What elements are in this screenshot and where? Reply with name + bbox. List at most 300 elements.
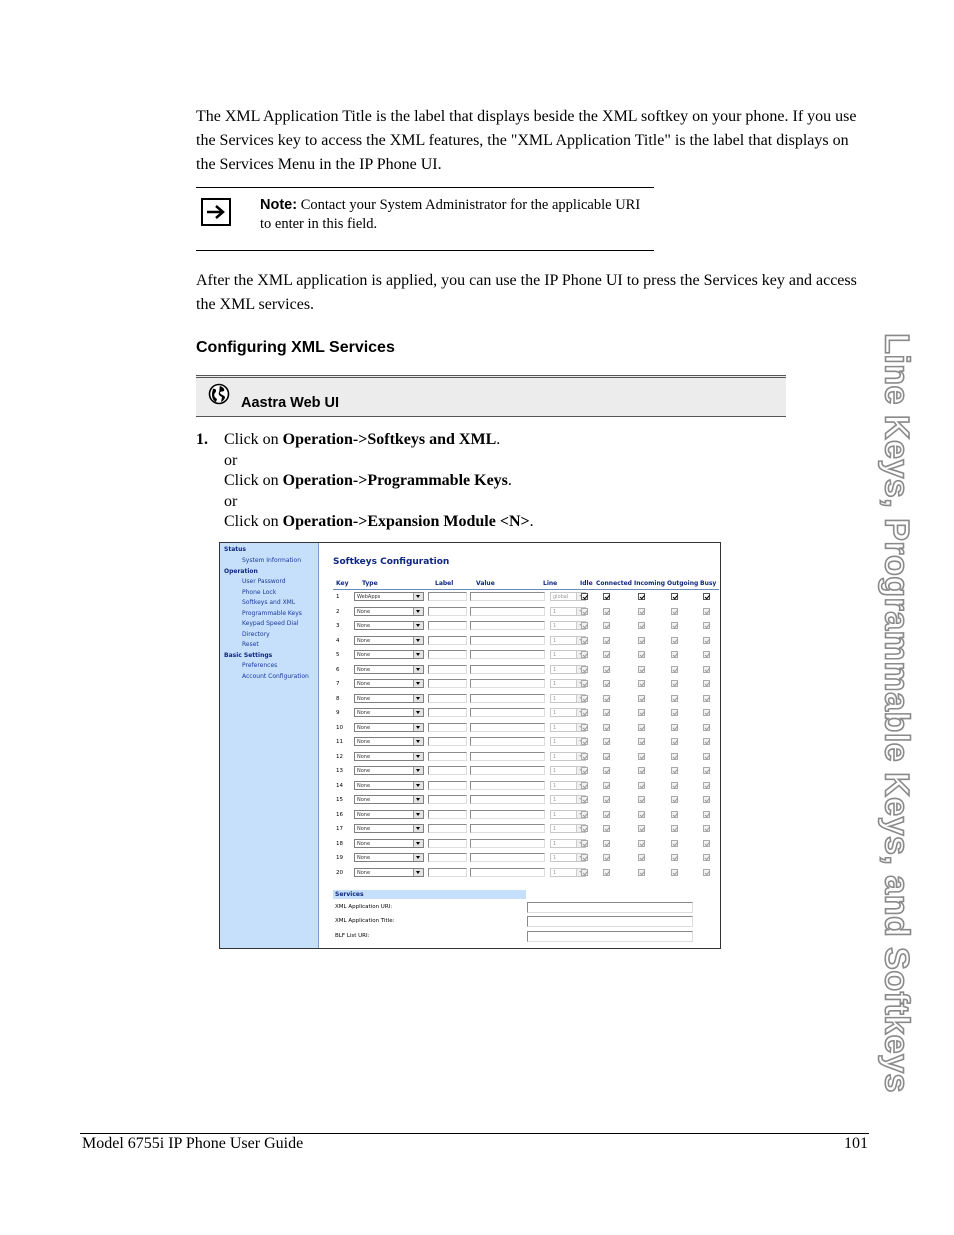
checkbox-busy[interactable]: [703, 622, 710, 629]
checkbox-incoming[interactable]: [638, 811, 645, 818]
softkey-value-input[interactable]: [470, 810, 545, 819]
checkbox-outgoing[interactable]: [671, 637, 678, 644]
softkey-number: 12: [336, 753, 343, 760]
checkbox-incoming[interactable]: [638, 622, 645, 629]
step-or-2: or: [224, 492, 238, 510]
chevron-down-icon[interactable]: [413, 622, 423, 629]
softkey-value-input[interactable]: [470, 824, 545, 833]
softkey-type-value: None: [357, 826, 371, 832]
col-label: Label: [435, 580, 454, 587]
checkbox-incoming[interactable]: [638, 608, 645, 615]
softkey-number: 5: [336, 652, 340, 658]
col-value: Value: [476, 580, 495, 587]
xml-application-title-field[interactable]: [527, 916, 693, 927]
softkey-label-input[interactable]: [428, 694, 467, 703]
softkey-value-input[interactable]: [470, 708, 545, 717]
checkbox-outgoing[interactable]: [671, 869, 678, 876]
blf-list-uri-field[interactable]: [527, 931, 693, 942]
after-paragraph: After the XML application is applied, you can use the IP Phone UI to press the Services key and access the XML services.: [196, 272, 857, 313]
checkbox-incoming[interactable]: [638, 724, 645, 731]
softkey-type-value: None: [357, 695, 371, 702]
softkey-label-input[interactable]: [428, 752, 467, 761]
softkey-row: [333, 649, 719, 661]
softkey-label-input[interactable]: [428, 737, 467, 746]
table-header: [333, 580, 719, 590]
softkey-label-input[interactable]: [428, 679, 467, 688]
softkey-line-value: 1: [553, 811, 557, 818]
softkey-label-input[interactable]: [428, 650, 467, 659]
softkey-value-input[interactable]: [470, 592, 545, 601]
softkey-row: [333, 635, 719, 647]
softkey-row: [333, 867, 719, 879]
softkey-value-input[interactable]: [470, 694, 545, 703]
chevron-down-icon[interactable]: [413, 724, 423, 731]
softkey-row: [333, 751, 719, 763]
checkbox-idle[interactable]: [581, 593, 588, 600]
checkbox-busy[interactable]: [703, 724, 710, 731]
col-key: Key: [336, 580, 349, 587]
checkbox-incoming[interactable]: [638, 869, 645, 876]
softkey-type-value: None: [357, 753, 371, 760]
checkbox-idle[interactable]: [581, 738, 588, 745]
chevron-down-icon[interactable]: [413, 869, 423, 876]
col-line: Line: [543, 580, 558, 587]
softkey-line-value: 1: [553, 623, 557, 629]
softkey-number: 4: [336, 637, 340, 644]
checkbox-idle[interactable]: [581, 637, 588, 644]
chevron-down-icon[interactable]: [413, 593, 423, 600]
checkbox-outgoing[interactable]: [671, 695, 678, 702]
softkey-label-input[interactable]: [428, 592, 467, 601]
checkbox-busy[interactable]: [703, 767, 710, 774]
softkey-type-select[interactable]: [354, 752, 424, 761]
softkey-line-value: 1: [553, 797, 557, 803]
softkey-number: 10: [336, 724, 343, 731]
softkey-label-input[interactable]: [428, 853, 467, 862]
softkey-type-select[interactable]: [354, 592, 424, 601]
arrow-right-icon: [201, 198, 231, 226]
checkbox-busy[interactable]: [703, 709, 710, 716]
chevron-down-icon[interactable]: [413, 782, 423, 789]
checkbox-outgoing[interactable]: [671, 593, 678, 600]
checkbox-outgoing[interactable]: [671, 709, 678, 716]
softkey-line-value: 1: [553, 637, 557, 644]
softkey-type-value: None: [357, 608, 371, 615]
checkbox-connected[interactable]: [603, 738, 610, 745]
softkey-type-select[interactable]: [354, 766, 424, 775]
checkbox-outgoing[interactable]: [671, 666, 678, 673]
checkbox-busy[interactable]: [703, 811, 710, 818]
chevron-down-icon[interactable]: [413, 840, 423, 847]
checkbox-outgoing[interactable]: [671, 622, 678, 629]
chevron-down-icon[interactable]: [413, 825, 423, 832]
chevron-down-icon[interactable]: [413, 695, 423, 702]
softkey-value-input[interactable]: [470, 795, 545, 804]
softkey-type-select[interactable]: [354, 723, 424, 732]
checkbox-incoming[interactable]: [638, 738, 645, 745]
checkbox-outgoing[interactable]: [671, 680, 678, 687]
note: [260, 196, 650, 234]
col-idle: Idle: [580, 580, 593, 587]
softkey-row: [333, 620, 719, 632]
checkbox-idle[interactable]: [581, 782, 588, 789]
softkey-type-select[interactable]: [354, 665, 424, 674]
footer-title: Model 6755i IP Phone User Guide: [82, 1135, 304, 1152]
softkey-value-input[interactable]: [470, 766, 545, 775]
softkey-type-select[interactable]: [354, 708, 424, 717]
chevron-down-icon[interactable]: [413, 651, 423, 658]
softkey-type-value: None: [357, 840, 371, 847]
checkbox-busy[interactable]: [703, 840, 710, 847]
softkey-label-input[interactable]: [428, 621, 467, 630]
softkey-type-select[interactable]: [354, 810, 424, 819]
softkeys-config-title: Softkeys Configuration: [333, 557, 450, 567]
blf-list-uri-label: BLF List URI:: [335, 933, 370, 939]
checkbox-idle[interactable]: [581, 840, 588, 847]
softkey-type-select[interactable]: [354, 737, 424, 746]
softkey-value-input[interactable]: [470, 621, 545, 630]
checkbox-connected[interactable]: [603, 695, 610, 702]
checkbox-busy[interactable]: [703, 854, 710, 861]
checkbox-idle[interactable]: [581, 680, 588, 687]
nav-keypad-speed-dial[interactable]: Keypad Speed Dial: [242, 620, 299, 627]
softkey-type-select[interactable]: [354, 868, 424, 877]
xml-application-uri-field[interactable]: [527, 902, 693, 913]
softkey-value-input[interactable]: [470, 665, 545, 674]
softkey-label-input[interactable]: [428, 708, 467, 717]
step-option-3: Click on Operation->Expansion Module <N>.: [224, 513, 534, 530]
softkey-line-value: 1: [553, 724, 557, 731]
checkbox-busy[interactable]: [703, 782, 710, 789]
checkbox-idle[interactable]: [581, 666, 588, 673]
softkey-type-select[interactable]: [354, 650, 424, 659]
step-option-2: Click on Operation->Programmable Keys.: [224, 472, 512, 489]
softkey-number: 2: [336, 608, 340, 615]
checkbox-incoming[interactable]: [638, 854, 645, 861]
nav-status[interactable]: Status: [224, 546, 246, 553]
softkey-type-select[interactable]: [354, 781, 424, 790]
softkey-row: [333, 852, 719, 864]
xml-application-uri-label: XML Application URI:: [335, 904, 393, 910]
softkey-row: [333, 707, 719, 719]
softkey-type-value: None: [357, 768, 371, 774]
softkey-type-select[interactable]: [354, 839, 424, 848]
chevron-down-icon[interactable]: [413, 796, 423, 803]
services-header-label: Services: [335, 891, 364, 898]
globe-icon: [208, 383, 230, 405]
xml-application-title-label: XML Application Title:: [335, 918, 395, 924]
checkbox-connected[interactable]: [603, 782, 610, 789]
checkbox-connected[interactable]: [603, 608, 610, 615]
softkey-number: 9: [336, 710, 340, 716]
checkbox-busy[interactable]: [703, 869, 710, 876]
chevron-down-icon[interactable]: [413, 738, 423, 745]
col-incoming: Incoming: [634, 580, 666, 587]
checkbox-connected[interactable]: [603, 724, 610, 731]
col-type: Type: [362, 580, 378, 587]
checkbox-incoming[interactable]: [638, 825, 645, 832]
checkbox-busy[interactable]: [703, 637, 710, 644]
chevron-down-icon[interactable]: [413, 811, 423, 818]
chevron-down-icon[interactable]: [413, 767, 423, 774]
softkey-row: [333, 693, 719, 705]
softkey-type-value: None: [357, 811, 371, 818]
step-option-1: Click on Operation->Softkeys and XML.: [224, 431, 501, 448]
web-ui-main: [319, 543, 720, 948]
checkbox-idle[interactable]: [581, 622, 588, 629]
checkbox-incoming[interactable]: [638, 796, 645, 803]
softkey-number: 18: [336, 840, 343, 847]
checkbox-idle[interactable]: [581, 724, 588, 731]
softkey-type-value: None: [357, 652, 371, 658]
checkbox-connected[interactable]: [603, 869, 610, 876]
note-text: Contact your System Administrator for the applicable URI to enter in this field.: [260, 197, 641, 232]
softkey-label-input[interactable]: [428, 723, 467, 732]
checkbox-outgoing[interactable]: [671, 738, 678, 745]
chevron-down-icon[interactable]: [413, 666, 423, 673]
softkey-row: [333, 765, 719, 777]
softkey-label-input[interactable]: [428, 607, 467, 616]
checkbox-connected[interactable]: [603, 666, 610, 673]
softkey-label-input[interactable]: [428, 781, 467, 790]
checkbox-connected[interactable]: [603, 811, 610, 818]
nav-phone-lock[interactable]: Phone Lock: [242, 589, 277, 596]
checkbox-connected[interactable]: [603, 680, 610, 687]
checkbox-outgoing[interactable]: [671, 753, 678, 760]
softkey-type-select[interactable]: [354, 636, 424, 645]
softkey-type-value: WebApps: [357, 594, 381, 600]
checkbox-outgoing[interactable]: [671, 767, 678, 774]
checkbox-idle[interactable]: [581, 651, 588, 658]
checkbox-incoming[interactable]: [638, 782, 645, 789]
checkbox-outgoing[interactable]: [671, 796, 678, 803]
softkey-value-input[interactable]: [470, 737, 545, 746]
softkey-value-input[interactable]: [470, 723, 545, 732]
checkbox-idle[interactable]: [581, 753, 588, 760]
softkey-label-input[interactable]: [428, 824, 467, 833]
nav-operation[interactable]: Operation: [224, 568, 258, 575]
softkey-type-value: None: [357, 623, 371, 629]
col-busy: Busy: [700, 580, 717, 587]
checkbox-outgoing[interactable]: [671, 608, 678, 615]
softkey-number: 17: [336, 826, 343, 832]
checkbox-incoming[interactable]: [638, 680, 645, 687]
softkey-row: [333, 606, 719, 618]
softkey-number: 11: [336, 739, 343, 745]
step-number: 1.: [196, 431, 208, 448]
softkey-type-value: None: [357, 782, 371, 789]
softkey-line-value: 1: [553, 869, 557, 876]
checkbox-busy[interactable]: [703, 593, 710, 600]
nav-preferences[interactable]: Preferences: [242, 662, 278, 669]
nav-reset[interactable]: Reset: [242, 641, 259, 648]
checkbox-connected[interactable]: [603, 709, 610, 716]
checkbox-incoming[interactable]: [638, 637, 645, 644]
page-number: 101: [844, 1135, 868, 1152]
softkey-type-value: None: [357, 869, 371, 876]
checkbox-connected[interactable]: [603, 637, 610, 644]
checkbox-connected[interactable]: [603, 593, 610, 600]
softkey-type-value: None: [357, 739, 371, 745]
softkey-line-value: 1: [553, 652, 557, 658]
softkey-value-input[interactable]: [470, 636, 545, 645]
softkey-type-select[interactable]: [354, 679, 424, 688]
softkey-value-input[interactable]: [470, 650, 545, 659]
softkey-row: [333, 823, 719, 835]
checkbox-outgoing[interactable]: [671, 854, 678, 861]
softkey-line-value: 1: [553, 782, 557, 789]
checkbox-incoming[interactable]: [638, 593, 645, 600]
softkey-row: [333, 809, 719, 821]
web-ui-label: Aastra Web UI: [241, 395, 340, 411]
softkey-row: [333, 780, 719, 792]
chevron-down-icon[interactable]: [413, 637, 423, 644]
softkey-type-select[interactable]: [354, 694, 424, 703]
softkey-line-value: 1: [553, 739, 557, 745]
checkbox-idle[interactable]: [581, 825, 588, 832]
nav-directory[interactable]: Directory: [242, 631, 270, 638]
softkey-line-value: 1: [553, 768, 557, 774]
checkbox-outgoing[interactable]: [671, 825, 678, 832]
softkey-value-input[interactable]: [470, 607, 545, 616]
checkbox-incoming[interactable]: [638, 767, 645, 774]
checkbox-incoming[interactable]: [638, 666, 645, 673]
nav-account-configuration[interactable]: Account Configuration: [242, 673, 309, 680]
note-bottom-rule: [196, 250, 654, 251]
softkey-number: 14: [336, 782, 343, 789]
checkbox-incoming[interactable]: [638, 753, 645, 760]
softkey-label-input[interactable]: [428, 636, 467, 645]
web-ui-nav: [220, 543, 319, 948]
checkbox-busy[interactable]: [703, 680, 710, 687]
softkey-label-input[interactable]: [428, 810, 467, 819]
softkey-line-value: 1: [553, 855, 557, 861]
checkbox-idle[interactable]: [581, 608, 588, 615]
xml-application-title-row: [333, 916, 703, 928]
checkbox-idle[interactable]: [581, 869, 588, 876]
checkbox-incoming[interactable]: [638, 840, 645, 847]
softkey-number: 19: [336, 855, 343, 861]
softkey-value-input[interactable]: [470, 839, 545, 848]
softkey-number: 13: [336, 768, 343, 774]
softkey-type-value: None: [357, 797, 371, 803]
services-header: [333, 890, 526, 899]
softkey-value-input[interactable]: [470, 868, 545, 877]
chevron-down-icon[interactable]: [413, 854, 423, 861]
checkbox-connected[interactable]: [603, 651, 610, 658]
softkey-label-input[interactable]: [428, 665, 467, 674]
checkbox-busy[interactable]: [703, 825, 710, 832]
softkey-row: [333, 722, 719, 734]
softkey-label-input[interactable]: [428, 795, 467, 804]
nav-basic-settings[interactable]: Basic Settings: [224, 652, 273, 659]
web-ui-bar: [196, 375, 786, 417]
checkbox-incoming[interactable]: [638, 651, 645, 658]
checkbox-incoming[interactable]: [638, 709, 645, 716]
checkbox-outgoing[interactable]: [671, 651, 678, 658]
checkbox-busy[interactable]: [703, 738, 710, 745]
softkey-type-value: None: [357, 681, 371, 687]
checkbox-connected[interactable]: [603, 753, 610, 760]
softkey-type-select[interactable]: [354, 607, 424, 616]
softkey-type-value: None: [357, 710, 371, 716]
nav-user-password[interactable]: User Password: [242, 578, 286, 585]
checkbox-idle[interactable]: [581, 796, 588, 803]
checkbox-connected[interactable]: [603, 840, 610, 847]
softkey-type-value: None: [357, 724, 371, 731]
chevron-down-icon[interactable]: [413, 753, 423, 760]
softkey-type-select[interactable]: [354, 853, 424, 862]
checkbox-connected[interactable]: [603, 767, 610, 774]
softkey-line-value: 1: [553, 840, 557, 847]
nav-system-information[interactable]: System Information: [242, 557, 302, 564]
checkbox-connected[interactable]: [603, 854, 610, 861]
chevron-down-icon[interactable]: [413, 709, 423, 716]
checkbox-busy[interactable]: [703, 608, 710, 615]
checkbox-connected[interactable]: [603, 825, 610, 832]
side-tab: [868, 318, 924, 1108]
chevron-down-icon[interactable]: [413, 680, 423, 687]
softkey-type-value: None: [357, 666, 371, 673]
softkey-label-input[interactable]: [428, 868, 467, 877]
checkbox-outgoing[interactable]: [671, 724, 678, 731]
softkey-number: 3: [336, 623, 340, 629]
softkey-row: [333, 678, 719, 690]
softkey-label-input[interactable]: [428, 839, 467, 848]
softkey-type-select[interactable]: [354, 795, 424, 804]
checkbox-idle[interactable]: [581, 709, 588, 716]
softkey-type-select[interactable]: [354, 824, 424, 833]
checkbox-incoming[interactable]: [638, 695, 645, 702]
checkbox-idle[interactable]: [581, 695, 588, 702]
softkey-value-input[interactable]: [470, 781, 545, 790]
softkey-line-value: global: [553, 594, 569, 600]
softkey-label-input[interactable]: [428, 766, 467, 775]
chevron-down-icon[interactable]: [413, 608, 423, 615]
softkey-row: [333, 838, 719, 850]
softkey-value-input[interactable]: [470, 752, 545, 761]
softkey-type-value: None: [357, 855, 371, 861]
checkbox-busy[interactable]: [703, 651, 710, 658]
side-tab-text: Line Keys, Programmable Keys, and Softkeys: [877, 333, 916, 1093]
checkbox-outgoing[interactable]: [671, 840, 678, 847]
softkey-type-select[interactable]: [354, 621, 424, 630]
checkbox-busy[interactable]: [703, 666, 710, 673]
xml-application-uri-row: [333, 902, 703, 914]
softkey-number: 1: [336, 594, 340, 600]
nav-programmable-keys[interactable]: Programmable Keys: [242, 610, 302, 617]
checkbox-connected[interactable]: [603, 796, 610, 803]
intro-paragraph: The XML Application Title is the label that displays beside the XML softkey on your phone. If you use the Services key to access the XML features, the "XML Application Title" is the label that displays on the Services Menu in the IP Phone UI.: [196, 108, 857, 173]
web-ui-screenshot: [219, 542, 721, 949]
nav-softkeys-xml[interactable]: Softkeys and XML: [242, 599, 296, 606]
section-heading: Configuring XML Services: [196, 339, 395, 356]
checkbox-busy[interactable]: [703, 796, 710, 803]
checkbox-busy[interactable]: [703, 753, 710, 760]
checkbox-idle[interactable]: [581, 767, 588, 774]
checkbox-idle[interactable]: [581, 811, 588, 818]
checkbox-outgoing[interactable]: [671, 811, 678, 818]
softkey-line-value: 1: [553, 695, 557, 702]
checkbox-busy[interactable]: [703, 695, 710, 702]
softkey-line-value: 1: [553, 666, 557, 673]
softkey-value-input[interactable]: [470, 853, 545, 862]
checkbox-outgoing[interactable]: [671, 782, 678, 789]
checkbox-connected[interactable]: [603, 622, 610, 629]
softkey-line-value: 1: [553, 826, 557, 832]
checkbox-idle[interactable]: [581, 854, 588, 861]
softkey-value-input[interactable]: [470, 679, 545, 688]
